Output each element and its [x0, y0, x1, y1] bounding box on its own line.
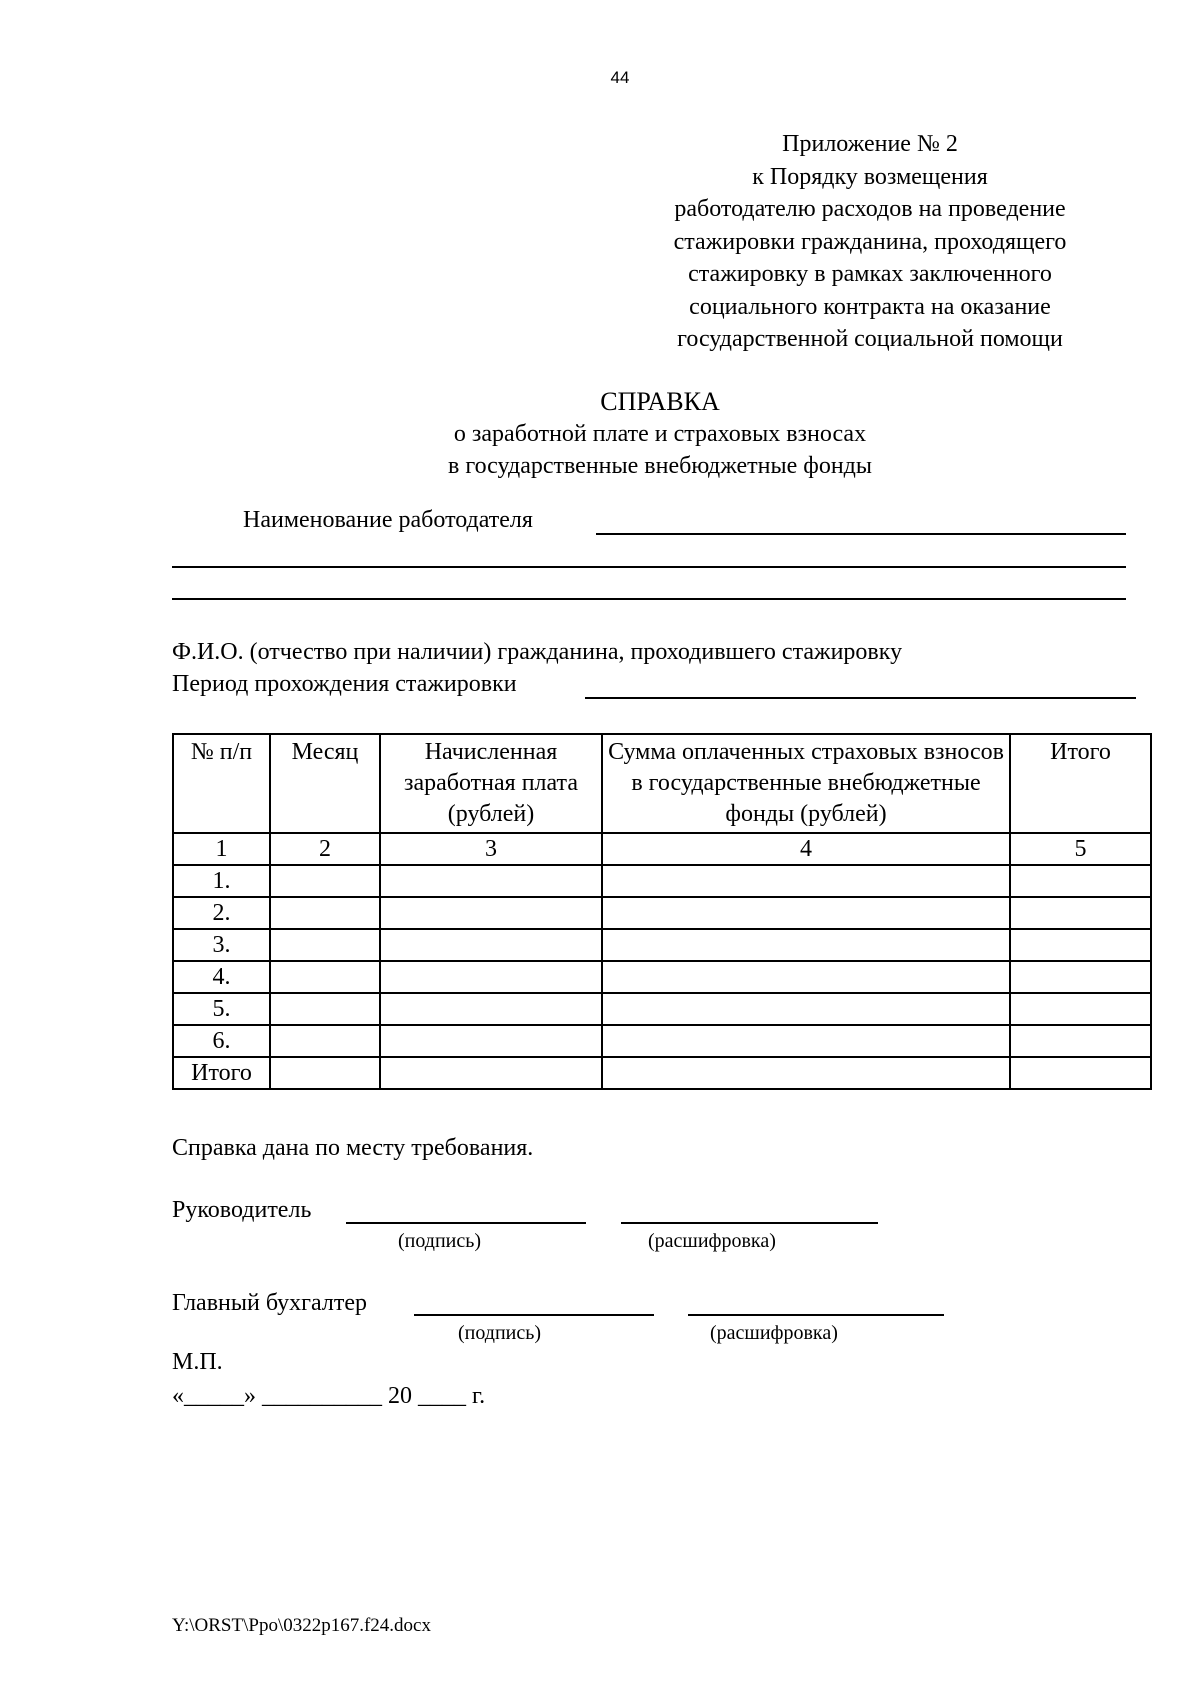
appendix-line: к Порядку возмещения: [752, 163, 988, 190]
table-cell[interactable]: [380, 897, 602, 929]
column-number: 1: [173, 833, 270, 865]
accountant-decoding-caption: (расшифровка): [710, 1322, 838, 1344]
chief-accountant-label: Главный бухгалтер: [172, 1290, 367, 1316]
table-cell[interactable]: [270, 1057, 380, 1089]
table-cell[interactable]: [380, 929, 602, 961]
table-cell[interactable]: [1010, 1057, 1151, 1089]
column-number: 5: [1010, 833, 1151, 865]
header-number: № п/п: [173, 734, 270, 833]
stamp-label: М.П.: [172, 1349, 223, 1375]
date-line: «_____» __________ 20 ____ г.: [172, 1383, 486, 1409]
table-row: [173, 929, 1151, 961]
employer-fill-line[interactable]: [596, 533, 1126, 535]
title-sub: о заработной плате и страховых взносах: [453, 421, 867, 447]
table-cell[interactable]: [602, 961, 1010, 993]
row-label: 3.: [173, 929, 270, 961]
director-label: Руководитель: [172, 1197, 312, 1223]
issued-text: Справка дана по месту требования.: [172, 1135, 534, 1161]
appendix-header: [610, 128, 1130, 356]
table-cell[interactable]: [270, 865, 380, 897]
row-label: 4.: [173, 961, 270, 993]
table-cell[interactable]: [602, 1025, 1010, 1057]
table-cell[interactable]: [270, 1025, 380, 1057]
director-decoding-line[interactable]: [621, 1222, 878, 1224]
table-cell[interactable]: [602, 1057, 1010, 1089]
title-main: СПРАВКА: [600, 387, 720, 416]
employer-fill-line-2[interactable]: [172, 566, 1126, 568]
column-number-row: [173, 833, 1151, 865]
header-accrued-wage: Начисленная заработная плата (рублей): [380, 734, 602, 833]
table-row: [173, 897, 1151, 929]
table-cell[interactable]: [270, 929, 380, 961]
document-title: [360, 386, 960, 482]
row-label: 6.: [173, 1025, 270, 1057]
table-cell[interactable]: [380, 961, 602, 993]
table-cell[interactable]: [1010, 865, 1151, 897]
header-month: Месяц: [270, 734, 380, 833]
accountant-signature-line[interactable]: [414, 1314, 654, 1316]
appendix-line: стажировку в рамках заключенного: [688, 261, 1052, 287]
table-cell[interactable]: [380, 865, 602, 897]
table-cell[interactable]: [602, 929, 1010, 961]
employer-fill-line-3[interactable]: [172, 598, 1126, 600]
table-cell[interactable]: [602, 993, 1010, 1025]
appendix-line: стажировки гражданина, проходящего: [673, 228, 1067, 255]
table-row: [173, 1025, 1151, 1057]
citizen-label: Ф.И.О. (отчество при наличии) гражданина, проходившего стажировку: [172, 639, 903, 665]
accountant-signature-caption: (подпись): [458, 1322, 542, 1344]
table-cell[interactable]: [1010, 961, 1151, 993]
table-row: [173, 993, 1151, 1025]
table-cell[interactable]: [1010, 897, 1151, 929]
table-cell[interactable]: [380, 993, 602, 1025]
column-number: 4: [602, 833, 1010, 865]
page-number: 44: [610, 68, 630, 87]
table-cell[interactable]: [1010, 993, 1151, 1025]
director-signature-caption: (подпись): [398, 1230, 482, 1252]
table-cell[interactable]: [270, 897, 380, 929]
director-signature-line[interactable]: [346, 1222, 586, 1224]
table-cell[interactable]: [380, 1057, 602, 1089]
row-label: 1.: [173, 865, 270, 897]
row-label-total: Итого: [173, 1057, 270, 1089]
table-cell[interactable]: [602, 865, 1010, 897]
director-decoding-caption: (расшифровка): [648, 1230, 776, 1252]
table-cell[interactable]: [270, 993, 380, 1025]
row-label: 5.: [173, 993, 270, 1025]
table-cell[interactable]: [1010, 929, 1151, 961]
table-row: [173, 865, 1151, 897]
wage-table: [172, 733, 1152, 1090]
column-number: 3: [380, 833, 602, 865]
row-label: 2.: [173, 897, 270, 929]
column-number: 2: [270, 833, 380, 865]
table-cell[interactable]: [602, 897, 1010, 929]
table-row: [173, 961, 1151, 993]
header-total: Итого: [1010, 734, 1151, 833]
table-total-row: [173, 1057, 1151, 1089]
header-insurance-contributions: Сумма оплаченных страховых взносов в государственные внебюджетные фонды (рублей): [602, 734, 1010, 833]
period-fill-line[interactable]: [585, 697, 1136, 699]
table-header-row: [173, 734, 1151, 833]
file-path: Y:\ORST\Ppo\0322p167.f24.docx: [172, 1615, 431, 1636]
appendix-line: Приложение № 2: [782, 131, 958, 157]
appendix-line: работодателю расходов на проведение: [674, 196, 1066, 222]
table-cell[interactable]: [380, 1025, 602, 1057]
appendix-line: государственной социальной помощи: [677, 326, 1063, 352]
appendix-line: социального контракта на оказание: [689, 293, 1051, 320]
table-cell[interactable]: [270, 961, 380, 993]
employer-label: Наименование работодателя: [243, 507, 533, 533]
period-label: Период прохождения стажировки: [172, 671, 517, 697]
title-sub: в государственные внебюджетные фонды: [447, 453, 873, 479]
table-cell[interactable]: [1010, 1025, 1151, 1057]
accountant-decoding-line[interactable]: [688, 1314, 944, 1316]
